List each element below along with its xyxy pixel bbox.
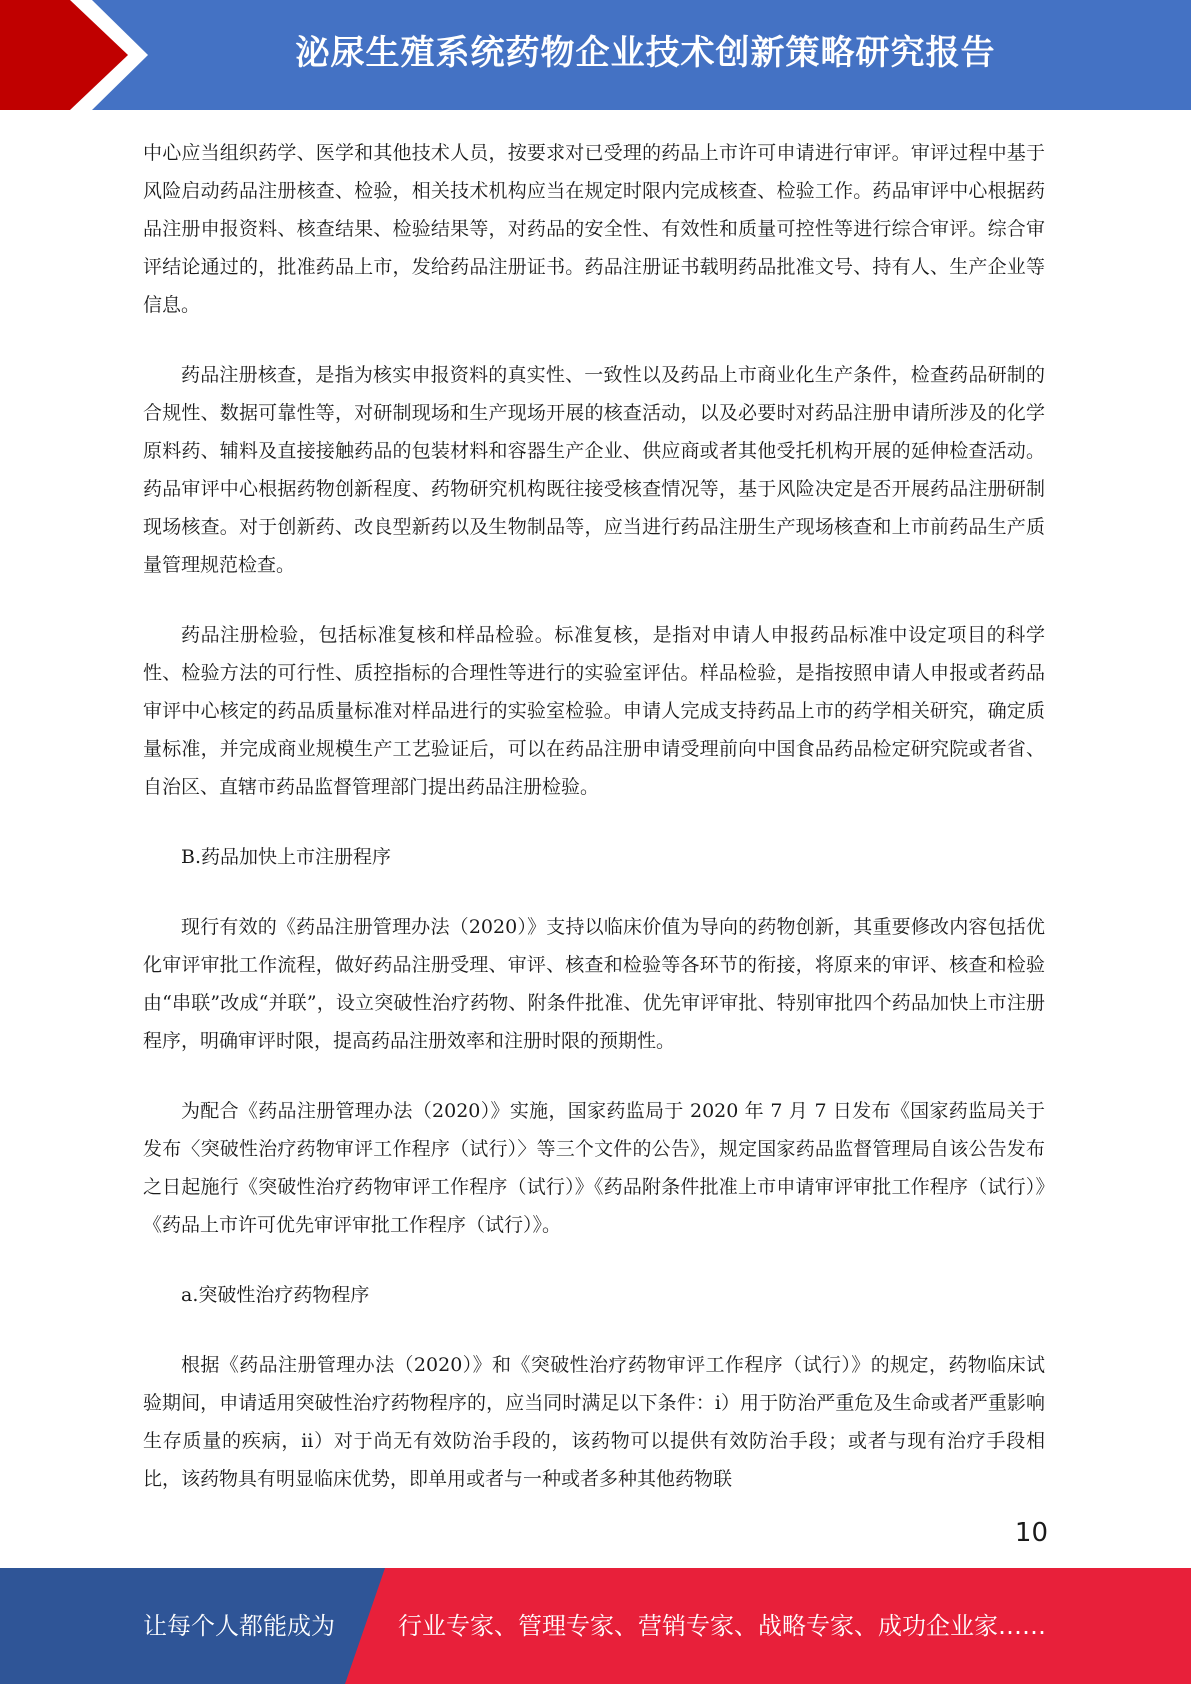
section-heading-a: a.突破性治疗药物程序 — [181, 1284, 370, 1306]
document-body — [143, 134, 1045, 1530]
paragraph-accelerated-procedures: 现行有效的《药品注册管理办法（2020）》支持以临床价值为导向的药物创新，其重要修改内容包括优化审评审批工作流程，做好药品注册受理、审评、核查和检验等各环节的衔接，将原来的审评、核查和检验由“串联”改成“并联”，设立突破性治疗药物、附条件批准、优先审评审批、特别审批四个药品加快上市注册程序，明确审评时限，提高药品注册效率和注册时限的预期性。 — [143, 916, 1045, 1052]
footer-banner — [0, 1568, 1191, 1684]
paragraph-nmpa-announcement: 为配合《药品注册管理办法（2020）》实施，国家药监局于 2020 年 7 月 7 日发布《国家药监局关于发布〈突破性治疗药物审评工作程序（试行）〉等三个文件的公告》，规定国家药品监督管理局自该公告发布之日起施行《突破性治疗药物审评工作程序（试行）》《药品附条件批准上市申请审评审批工作程序（试行）》《药品上市许可优先审评审批工作程序（试行）》。 — [143, 1100, 1045, 1236]
section-heading-b: B.药品加快上市注册程序 — [181, 846, 392, 868]
footer-slogan-right: 行业专家、管理专家、营销专家、战略专家、成功企业家…… — [398, 1612, 1046, 1640]
paragraph-registration-testing: 药品注册检验，包括标准复核和样品检验。标准复核，是指对申请人申报药品标准中设定项目的科学性、检验方法的可行性、质控指标的合理性等进行的实验室评估。样品检验，是指按照申请人申报或者药品审评中心核定的药品质量标准对样品进行的实验室检验。申请人完成支持药品上市的药学相关研究，确定质量标准，并完成商业规模生产工艺验证后，可以在药品注册申请受理前向中国食品药品检定研究院或者省、自治区、直辖市药品监督管理部门提出药品注册检验。 — [143, 624, 1045, 798]
report-title: 泌尿生殖系统药物企业技术创新策略研究报告 — [295, 33, 996, 73]
paragraph-breakthrough-conditions: 根据《药品注册管理办法（2020）》和《突破性治疗药物审评工作程序（试行）》的规定，药物临床试验期间，申请适用突破性治疗药物程序的，应当同时满足以下条件：i）用于防治严重危及生命或者严重影响生存质量的疾病，ii）对于尚无有效防治手段的，该药物可以提供有效防治手段；或者与现有治疗手段相比，该药物具有明显临床优势，即单用或者与一种或者多种其他药物联 — [143, 1354, 1045, 1490]
paragraph-review-process: 中心应当组织药学、医学和其他技术人员，按要求对已受理的药品上市许可申请进行审评。审评过程中基于风险启动药品注册核查、检验，相关技术机构应当在规定时限内完成核查、检验工作。药品审评中心根据药品注册申报资料、核查结果、检验结果等，对药品的安全性、有效性和质量可控性等进行综合审评。综合审评结论通过的，批准药品上市，发给药品注册证书。药品注册证书载明药品批准文号、持有人、生产企业等信息。 — [143, 142, 1045, 316]
header-banner — [0, 0, 1191, 110]
paragraph-registration-inspection: 药品注册核查，是指为核实申报资料的真实性、一致性以及药品上市商业化生产条件，检查药品研制的合规性、数据可靠性等，对研制现场和生产现场开展的核查活动，以及必要时对药品注册申请所涉及的化学原料药、辅料及直接接触药品的包装材料和容器生产企业、供应商或者其他受托机构开展的延伸检查活动。药品审评中心根据药物创新程度、药物研究机构既往接受核查情况等，基于风险决定是否开展药品注册研制现场核查。对于创新药、改良型新药以及生物制品等，应当进行药品注册生产现场核查和上市前药品生产质量管理规范检查。 — [143, 364, 1045, 576]
header-chevron-decoration — [0, 0, 160, 110]
page-number: 10 — [1014, 1518, 1048, 1548]
footer-slogan-left: 让每个人都能成为 — [143, 1612, 335, 1640]
